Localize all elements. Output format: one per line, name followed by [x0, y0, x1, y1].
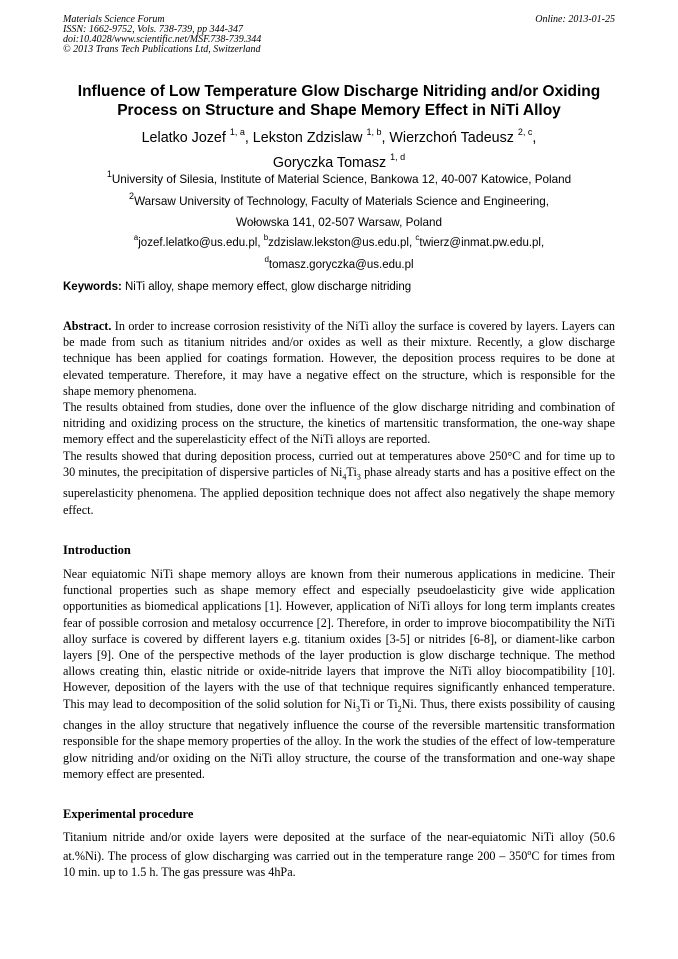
abstract [63, 318, 615, 518]
abstract-text: Ti [346, 464, 357, 479]
keywords-text: NiTi alloy, shape memory effect, glow discharge nitriding [121, 281, 412, 293]
author-sup: 1, d [390, 151, 406, 162]
subscript: 4 [342, 472, 347, 482]
affiliation-sup: 1 [106, 169, 112, 179]
section-heading-introduction: Introduction [63, 543, 131, 557]
author-sup: 2, c [517, 127, 533, 137]
abstract-paragraph: The results showed that during deposition process, curried out at temperatures above 250°C and for time up to 30 minutes, the precipitation of dispersive particles of Ni [63, 448, 615, 479]
title-line: Process on Structure and Shape Memory Effect in NiTi Alloy [117, 102, 561, 119]
abstract-label: Abstract. [63, 319, 112, 333]
affiliation-sup: 2 [129, 191, 135, 201]
page-header [63, 15, 615, 55]
doi: doi:10.4028/www.scientific.net/MSF.738-739.344 [63, 34, 262, 45]
experimental-text: C for times from 10 min. up to 1.5 h. The gas pressure was 4hPa. [63, 849, 616, 880]
affiliation-text: University of Silesia, Institute of Material Science, Bankowa 12, 40-007 Katowice, Poland [111, 172, 572, 186]
author-sup: 1, a [229, 127, 245, 137]
author-name: Lelatko Jozef [141, 129, 230, 146]
title-line: Influence of Low Temperature Glow Discharge Nitriding and/or Oxiding [77, 83, 601, 100]
intro-text: Near equiatomic NiTi shape memory alloys are known from their numerous applications in medicine. Their functional properties such as shape memory effect and especially pseudoelasticity give wide application opportunities as biomedical applications [1]. However, application of NiTi alloys for long term implants creates fear of possible corrosion and metalosy occurrence [2]. Therefore, in order to improve biocompatibility the NiTi alloy surface is covered by different layers e.g. titanium oxides [3-5] or nitrides [6-8], or diament-like carbon layers [9]. One of the perspective methods of the layer production is glow discharge technique. The method allows creating thin, elastic nitride or oxide-nitride layers that improve the NiTi alloy biocompatibility [10]. However, deposition of the layers with the use of that technique requires significantly enhanced temperature. This may lead to decomposition of the solid solution for Ni [63, 567, 615, 711]
copyright: © 2013 Trans Tech Publications Ltd, Switzerland [63, 44, 261, 55]
email-link[interactable]: jozef.lelatko@us.edu.pl, [138, 236, 264, 249]
email-sup: a [133, 233, 139, 242]
affiliation-2 [63, 188, 615, 232]
intro-text: Ti or Ti [360, 696, 398, 711]
journal-name: Materials Science Forum [63, 14, 165, 25]
email-sup: c [415, 233, 420, 242]
section-heading-experimental: Experimental procedure [63, 807, 194, 821]
affiliation-text: Warsaw University of Technology, Faculty of Materials Science and Engineering, [134, 194, 549, 208]
abstract-text: phase already starts and has a positive effect on the superelasticity phenomena. The applied deposition technique does not affect also negatively the shape memory effect. [63, 464, 615, 517]
email-list [63, 230, 615, 274]
subscript: 2 [397, 704, 402, 714]
email-link[interactable]: twierz@inmat.pw.edu.pl, [419, 236, 545, 249]
online-date: Online: 2013-01-25 [535, 14, 615, 25]
author-name: Goryczka Tomasz [272, 154, 391, 171]
keywords-label: Keywords: [63, 281, 122, 293]
introduction-body [63, 566, 615, 782]
email-sup: b [263, 233, 269, 242]
author-name: Lekston Zdzislaw [252, 129, 367, 146]
author-sep: , [244, 129, 253, 146]
intro-text: Ni. Thus, there exists possibility of causing changes in the alloy structure that negatively influence the course of the reversible martensitic transformation responsible for the shape memory properties of the alloy. In the work the studies of the effect of low-temperature glow nitriding and/or oxiding on the NiTi alloy structure, the course of the transformation and one-way shape memory effect are presented. [63, 696, 615, 781]
abstract-paragraph: The results obtained from studies, done over the influence of the glow discharge nitriding and combination of nitriding and oxidizing process on the structure, the kinetics of martensitic transformation, the one-way shape memory effect and the superelasticity effect of the NiTi alloys are reported. [63, 400, 615, 447]
issn: ISSN: 1662-9752, Vols. 738-739, pp 344-347 [63, 24, 243, 35]
experimental-body [63, 829, 615, 881]
affiliation-1 [63, 166, 615, 189]
author-name: Wierzchoń Tadeusz [389, 129, 518, 146]
email-sup: d [264, 254, 269, 264]
author-sep: , [532, 129, 537, 146]
author-sup: 1, b [366, 127, 382, 137]
email-link[interactable]: zdzislaw.lekston@us.edu.pl, [268, 236, 416, 249]
author-sep: , [381, 129, 390, 146]
experimental-text: Titanium nitride and/or oxide layers were deposited at the surface of the near-equiatomic NiTi alloy (50.6 at.%Ni). The process of glow discharging was carried out in the temperature range 200 – 350 [63, 830, 615, 864]
paper-title [63, 82, 615, 120]
subscript: 3 [356, 704, 360, 714]
email-link[interactable]: tomasz.goryczka@us.edu.pl [268, 258, 414, 271]
keywords [63, 280, 615, 295]
abstract-paragraph: In order to increase corrosion resistivity of the NiTi alloy the surface is covered by layers. Layers can be made from such as titanium nitrides and/or oxides as well as their mixture. Recently, a glow discharge technique has been applied for coatings formation. However, the deposition process requires to be done at elevated temperature. Therefore, it may have a negative effect on the structure, which is responsible for the shape memory phenomena. [63, 319, 615, 398]
subscript: 3 [356, 472, 361, 482]
superscript: o [527, 848, 532, 858]
affiliation-text: Wołowska 141, 02-507 Warsaw, Poland [236, 215, 442, 229]
